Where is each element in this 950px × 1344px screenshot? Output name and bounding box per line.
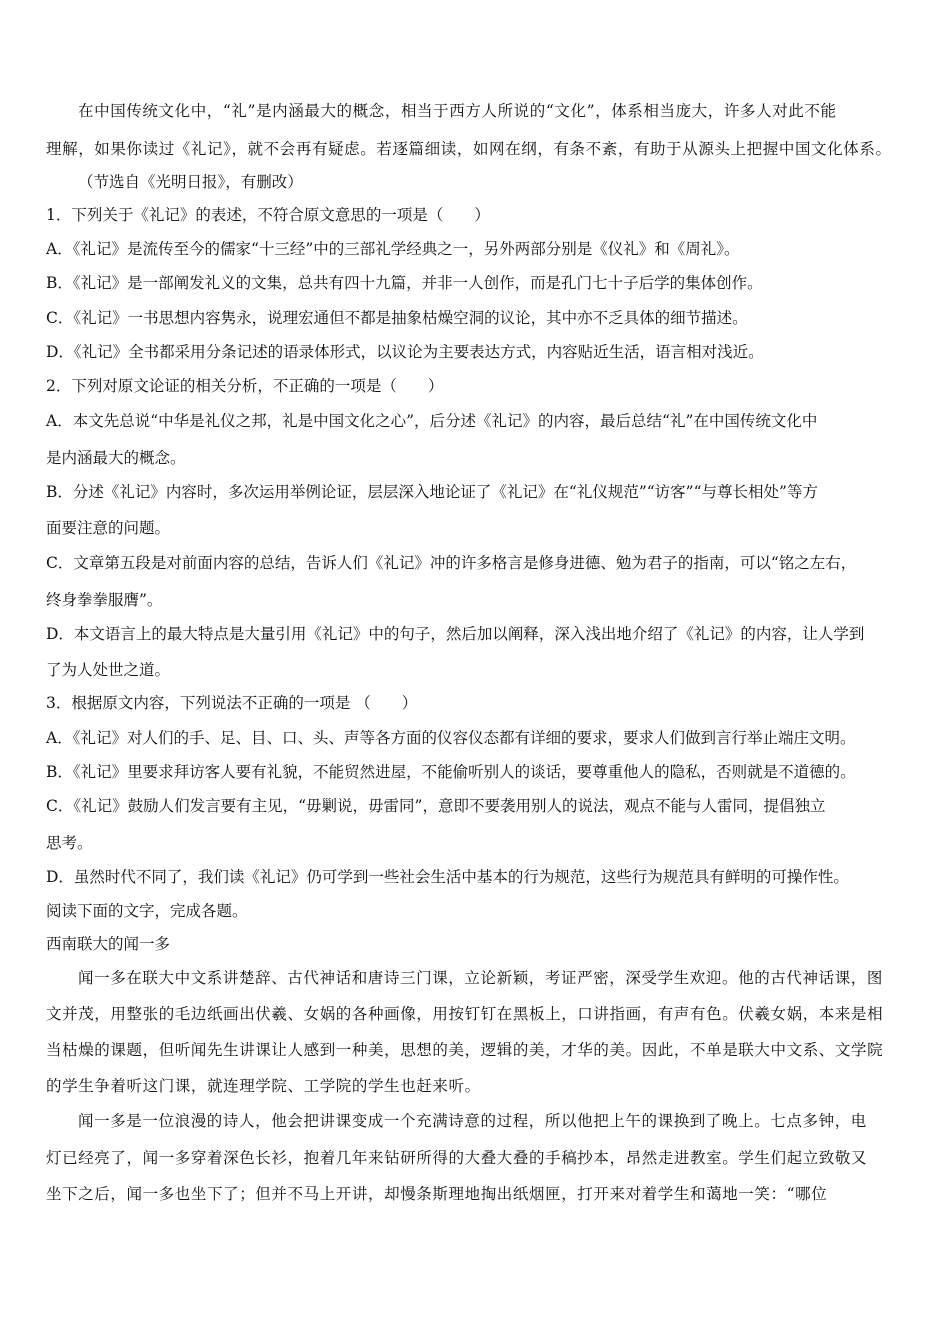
- q2-option-a-line-2: 是内涵最大的概念。: [46, 449, 186, 467]
- q1-stem: 1．下列关于《礼记》的表述，不符合原文意思的一项是（ ）: [46, 206, 490, 224]
- q3-stem: 3．根据原文内容，下列说法不正确的一项是 （ ）: [46, 694, 418, 712]
- passage2-p1-line-4: 的学生争着听这门课，就连理学院、工学院的学生也赶来听。: [46, 1077, 481, 1095]
- q3-option-d: D．虽然时代不同了，我们读《礼记》仍可学到一些社会生活中基本的行为规范，这些行为规范具有鲜明的可操作性。: [46, 868, 849, 886]
- q3-option-c-line-1: C．《礼记》鼓励人们发言要有主见，“毋剿说，毋雷同”，意即不要袭用别人的说法，观点不能与人雷同，提倡独立: [46, 797, 826, 815]
- passage2-title: 西南联大的闻一多: [46, 935, 171, 953]
- q2-option-a-line-1: A．本文先总说“中华是礼仪之邦，礼是中国文化之心”，后分述《礼记》的内容，最后总结“礼”在中国传统文化中: [46, 412, 818, 430]
- q2-option-b-line-2: 面要注意的问题。: [46, 519, 171, 537]
- passage2-p1-line-1: 闻一多在联大中文系讲楚辞、古代神话和唐诗三门课，立论新颖，考证严密，深受学生欢迎。他的古代神话课，图: [78, 969, 884, 987]
- q2-option-c-line-1: C．文章第五段是对前面内容的总结，告诉人们《礼记》冲的许多格言是修身进德、勉为君子的指南，可以“铭之左右，: [46, 554, 857, 572]
- q1-option-c: C．《礼记》一书思想内容隽永，说理宏通但不都是抽象枯燥空洞的议论，其中亦不乏具体的细节描述。: [46, 309, 748, 327]
- passage2-p2-line-1: 闻一多是一位浪漫的诗人，他会把讲课变成一个充满诗意的过程，所以他把上午的课换到了晚上。七点多钟，电: [78, 1112, 867, 1130]
- q3-option-b: B．《礼记》里要求拜访客人要有礼貌，不能贸然进屋，不能偷听别人的谈话，要尊重他人的隐私，否则就是不道德的。: [46, 763, 856, 781]
- q1-option-a: A．《礼记》是流传至今的儒家“十三经”中的三部礼学经典之一，另外两部分别是《仪礼》和《周礼》。: [46, 240, 740, 258]
- q2-option-d-line-1: D．本文语言上的最大特点是大量引用《礼记》中的句子，然后加以阐释，深入浅出地介绍了《礼记》的内容，让人学到: [46, 625, 865, 643]
- passage1-line-2: 理解，如果你读过《礼记》，就不会再有疑虑。若逐篇细读，如网在纲，有条不紊，有助于从源头上把握中国文化体系。: [46, 140, 892, 158]
- reading-instruction: 阅读下面的文字，完成各题。: [46, 902, 248, 920]
- q3-option-a: A．《礼记》对人们的手、足、目、口、头、声等各方面的仪容仪态都有详细的要求，要求人们做到言行举止端庄文明。: [46, 729, 856, 747]
- passage2-p2-line-2: 灯已经亮了，闻一多穿着深色长衫，抱着几年来钻研所得的大叠大叠的手稿抄本，昂然走进教室。学生们起立致敬又: [46, 1149, 868, 1167]
- passage2-p1-line-3: 当枯燥的课题，但听闻先生讲课让人感到一种美，思想的美，逻辑的美，才华的美。因此，不单是联大中文系、文学院: [46, 1041, 884, 1059]
- q2-option-d-line-2: 了为人处世之道。: [46, 661, 171, 679]
- passage2-p2-line-3: 坐下之后，闻一多也坐下了；但并不马上开讲，却慢条斯理地掏出纸烟匣，打开来对着学生和蔼地一笑：“哪位: [46, 1185, 828, 1203]
- q1-option-d: D．《礼记》全书都采用分条记述的语录体形式，以议论为主要表达方式，内容贴近生活，语言相对浅近。: [46, 343, 764, 361]
- passage2-p1-line-2: 文并茂，用整张的毛边纸画出伏羲、女娲的各种画像，用按钉钉在黑板上，口讲指画，有声有色。伏羲女娲，本来是相: [46, 1005, 884, 1023]
- q1-option-b: B．《礼记》是一部阐发礼义的文集，总共有四十九篇，并非一人创作，而是孔门七十子后学的集体创作。: [46, 274, 763, 292]
- passage1-source: （节选自《光明日报》，有删改）: [78, 173, 303, 191]
- q2-option-c-line-2: 终身拳拳服膺”。: [46, 591, 163, 609]
- q3-option-c-line-2: 思考。: [46, 834, 93, 852]
- q2-option-b-line-1: B．分述《礼记》内容时，多次运用举例论证，层层深入地论证了《礼记》在“礼仪规范”“访客”“与尊长相处”等方: [46, 483, 818, 501]
- passage1-line-1: 在中国传统文化中，“礼”是内涵最大的概念，相当于西方人所说的“文化”，体系相当庞大，许多人对此不能: [78, 102, 837, 120]
- q2-stem: 2．下列对原文论证的相关分析，不正确的一项是（ ）: [46, 377, 444, 395]
